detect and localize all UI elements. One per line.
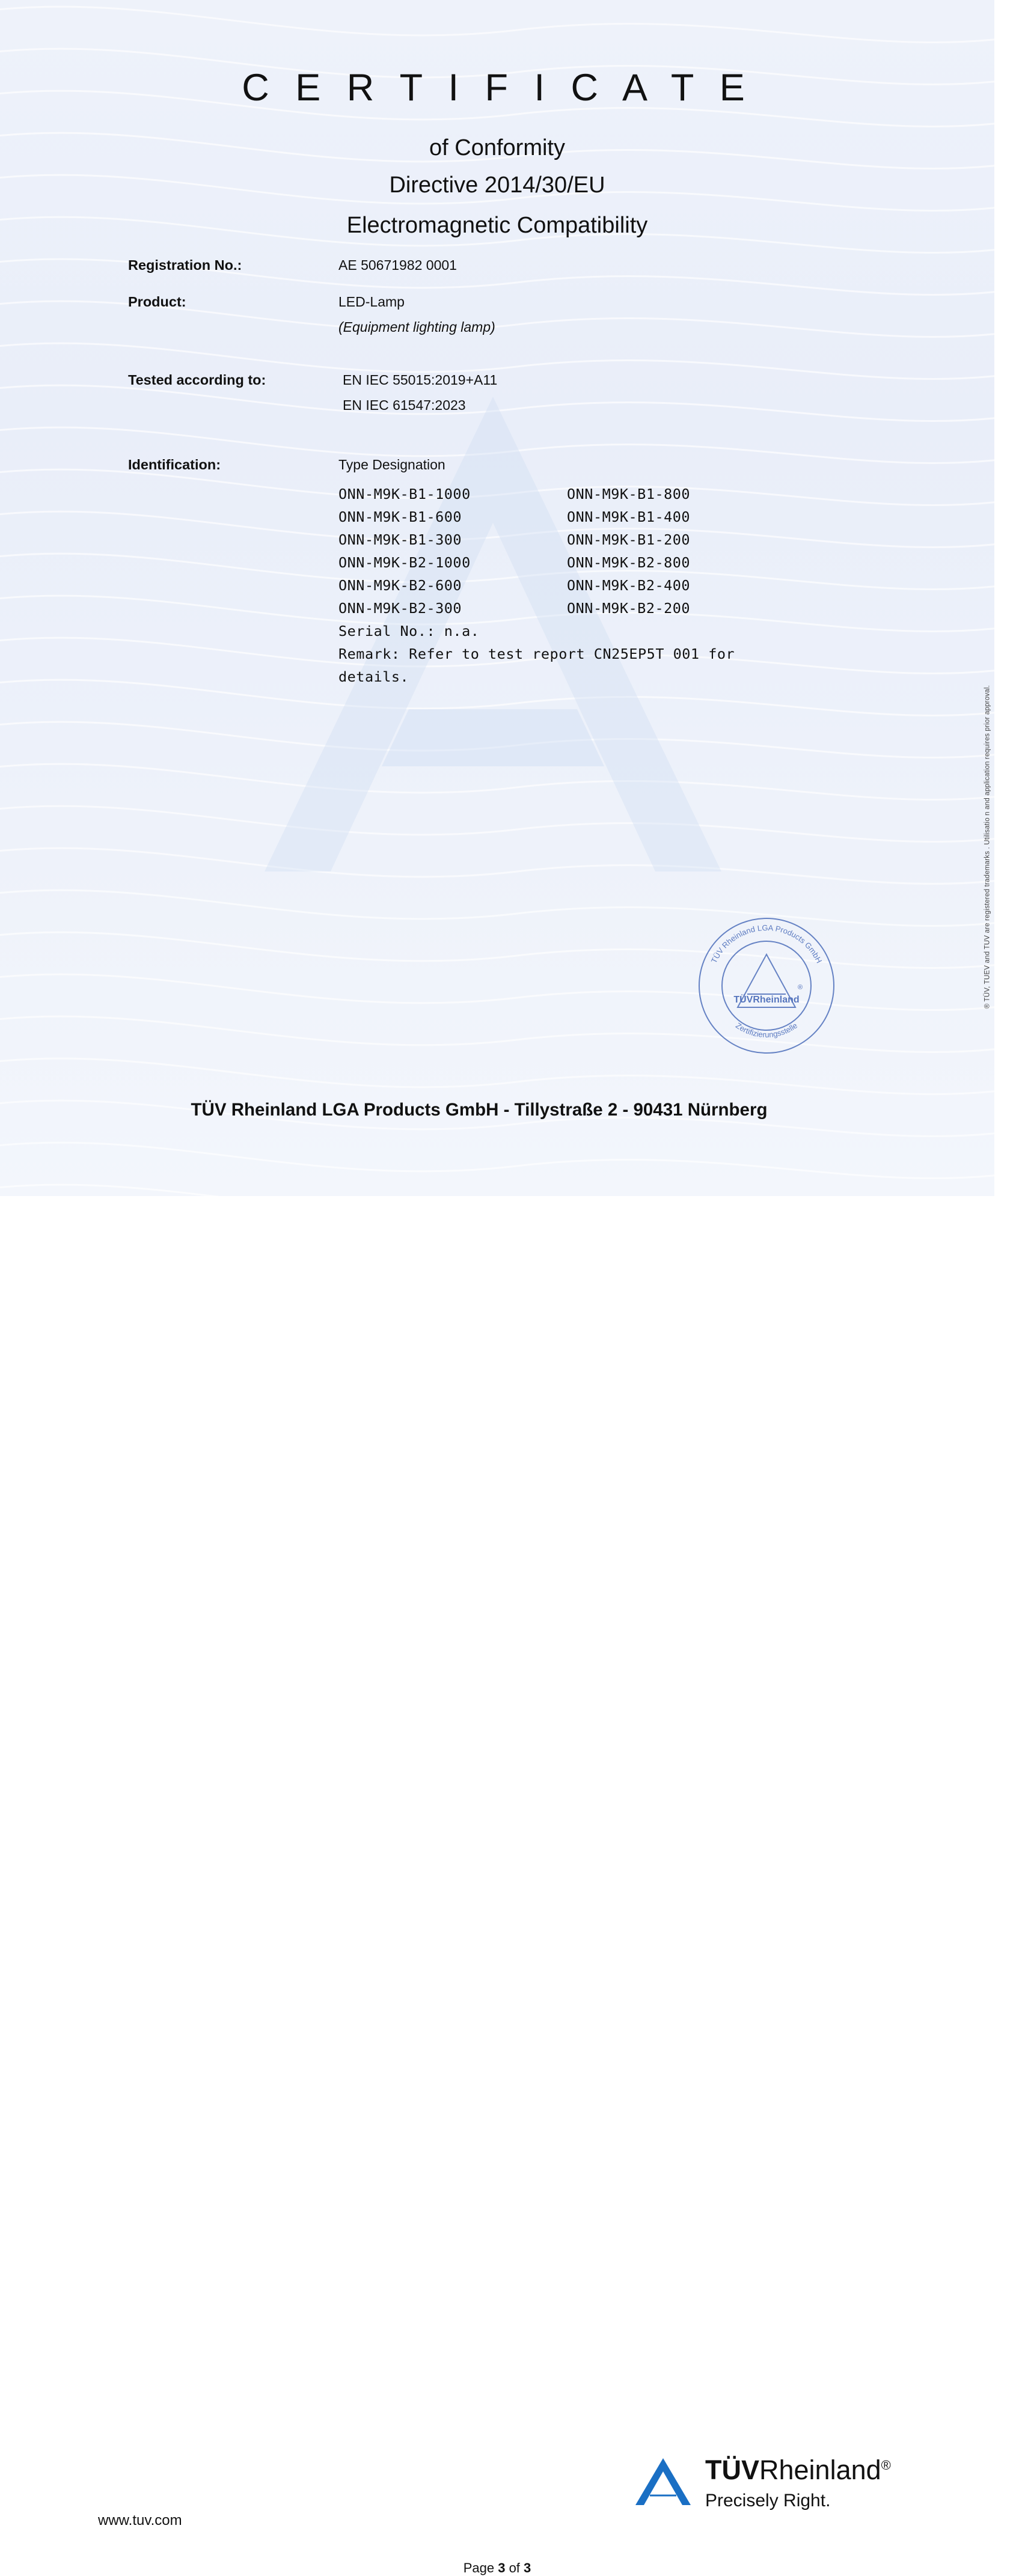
website-link[interactable]: www.tuv.com [98,2512,182,2529]
tested-standard-1: EN IEC 55015:2019+A11 [343,372,498,388]
registered-trademark-icon: ® [881,2458,891,2473]
page-footer [0,1196,994,2575]
svg-text:Zertifizierungsstelle: Zertifizierungsstelle [734,1021,799,1040]
product-value: LED-Lamp [338,294,405,310]
type-designation: ONN-M9K-B2-600 [338,577,462,594]
product-label: Product: [128,294,186,310]
tested-standard-2: EN IEC 61547:2023 [343,397,466,413]
type-designation: ONN-M9K-B1-800 [567,486,691,502]
page-prefix: Page [463,2560,498,2575]
type-designation: ONN-M9K-B1-300 [338,531,462,548]
company-address: TÜV Rheinland LGA Products GmbH - Tillystraße 2 - 90431 Nürnberg [191,1100,768,1120]
svg-text:TÜVRheinland: TÜVRheinland [733,995,800,1005]
logo-tagline: Precisely Right. [705,2491,831,2510]
type-designation: ONN-M9K-B2-800 [567,554,691,571]
page-current: 3 [498,2560,506,2575]
type-designation: ONN-M9K-B2-200 [567,600,691,617]
certificate-subtitle-emc: Electromagnetic Compatibility [346,213,648,238]
certificate-subtitle-conformity: of Conformity [429,135,565,160]
type-designation: ONN-M9K-B1-400 [567,508,691,525]
type-designation: ONN-M9K-B2-1000 [338,554,471,571]
registration-label: Registration No.: [128,257,242,273]
remark-line-2: details. [338,668,409,685]
logo-wordmark-rheinland: Rheinland [759,2455,881,2485]
certification-stamp [694,914,839,1058]
tested-according-to-label: Tested according to: [128,372,266,388]
svg-text:TÜV Rheinland LGA Products Gmb: TÜV Rheinland LGA Products GmbH [709,923,824,965]
page-number [0,2560,994,2576]
svg-text:®: ® [797,984,803,991]
tuv-rheinland-logo [634,2453,947,2520]
type-designation: ONN-M9K-B2-300 [338,600,462,617]
certificate-body [0,0,994,1196]
certificate-title: C E R T I F I C A T E [242,67,753,109]
type-designation: ONN-M9K-B1-200 [567,531,691,548]
identification-label: Identification: [128,457,221,472]
remark-line-1: Remark: Refer to test report CN25EP5T 001 for [338,646,735,662]
page-middle: of [505,2560,524,2575]
page-total: 3 [524,2560,531,2575]
registration-value: AE 50671982 0001 [338,257,457,273]
identification-heading: Type Designation [338,457,445,472]
type-designation: ONN-M9K-B2-400 [567,577,691,594]
tuv-watermark-triangle-icon [259,373,727,902]
type-designation: ONN-M9K-B1-600 [338,508,462,525]
tuv-triangle-icon [634,2456,692,2507]
certificate-subtitle-directive: Directive 2014/30/EU [389,172,605,198]
logo-wordmark [705,2455,891,2486]
logo-wordmark-tuv: TÜV [705,2455,759,2485]
serial-number: Serial No.: n.a. [338,623,480,639]
trademark-side-note: ® TÜV, TUEV and TUV are registered trademarks . Utilisatio n and application requires prior approval. [984,685,991,1009]
product-note: (Equipment lighting lamp) [338,319,495,335]
type-designation: ONN-M9K-B1-1000 [338,486,471,502]
